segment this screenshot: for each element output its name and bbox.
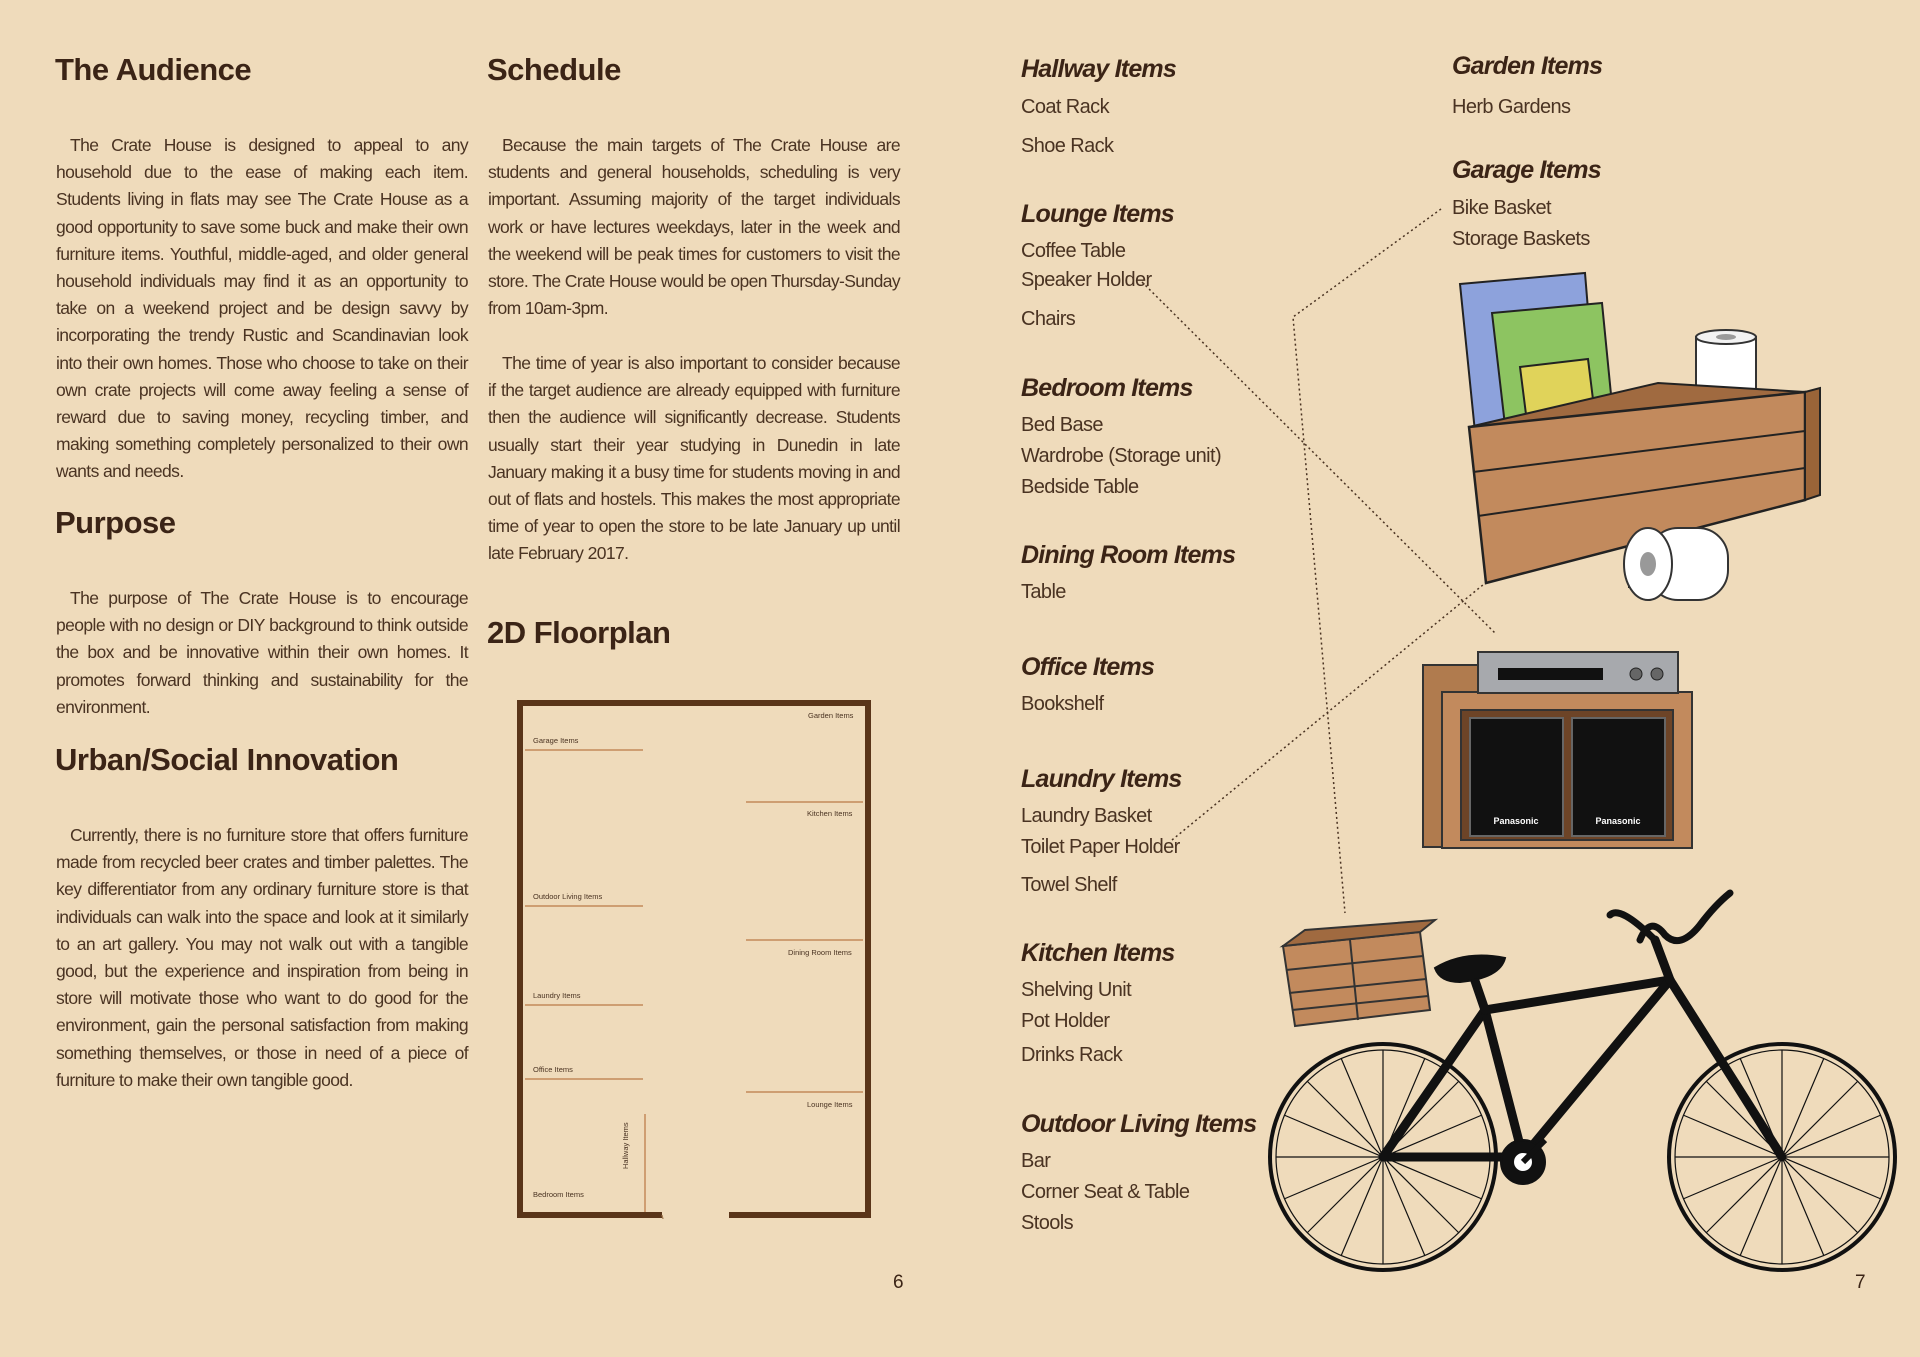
schedule-paragraph-1: Because the main targets of The Crate House are students and general households, scheduling is very important. Assuming majority of the target individuals work or have lectures weekdays, later in the week and the weekend will be peak times for customers to visit the store. The Crate House would be open Thursday-Sunday from 10am-3pm. <box>488 135 900 319</box>
fp-label-garden: Garden Items <box>808 711 854 720</box>
audience-paragraph: The Crate House is designed to appeal to any household due to the ease of making each item. Students living in flats may see The Crate House as a good opportunity to save some buck and make their own furniture items. Youthful, middle-aged, and older general household individuals may find it as an opportunity to take on a weekend project and be design savvy by incorporating the trendy Rustic and Scandinavian look into their own homes. Those who choose to take on their own crate projects will come away feeling a sense of reward due to saving money, recycling timber, and making something completely personalized to their own wants and needs. <box>56 135 468 482</box>
purpose-heading: Purpose <box>55 505 176 540</box>
page-number-left: 6 <box>893 1272 904 1293</box>
innovation-paragraph: Currently, there is no furniture store that offers furniture made from recycled beer crates and timber palettes. The key differentiator from any ordinary furniture store is that individuals can walk into the space and look at it similarly to an art gallery. You may not walk out with a tangible good, but the experience and inspiration from being in store will motivate those who want to do good for the environment, gain the personal satisfaction from making something themselves, or those in need of a piece of furniture to make their own tangible good. <box>56 825 468 1090</box>
floorplan-walls <box>516 699 872 1219</box>
category-title: Bedroom Items <box>1021 374 1193 402</box>
fp-label-lounge: Lounge Items <box>807 1100 853 1109</box>
category-item: Bed Base <box>1021 414 1103 436</box>
category-title: Kitchen Items <box>1021 939 1175 967</box>
category-title: Dining Room Items <box>1021 541 1236 569</box>
category-item: Wardrobe (Storage unit) <box>1021 445 1221 467</box>
category-item: Bike Basket <box>1452 197 1552 219</box>
category-item: Herb Gardens <box>1452 96 1571 118</box>
category-item: Corner Seat & Table <box>1021 1181 1190 1203</box>
fp-label-outdoor: Outdoor Living Items <box>533 892 603 901</box>
category-title: Office Items <box>1021 653 1155 681</box>
category-item: Drinks Rack <box>1021 1044 1123 1066</box>
fp-label-garage: Garage Items <box>533 736 579 745</box>
schedule-paragraph-2: The time of year is also important to consider because if the target audience are already equipped with furniture then the audience will significantly decrease. Students usually start their year studying in Dunedin in late January making it a busy time for students moving in and out of flats and hostels. This makes the most appropriate time of year to open the store to be late January up until late February 2017. <box>488 353 900 564</box>
category-item: Bedside Table <box>1021 476 1139 498</box>
speaker-brand-right: Panasonic <box>1595 816 1641 826</box>
category-item: Shoe Rack <box>1021 135 1114 157</box>
storage-crate-illustration <box>1460 273 1820 600</box>
bike-basket-illustration <box>1283 920 1435 1026</box>
category-item: Laundry Basket <box>1021 805 1152 827</box>
purpose-paragraph: The purpose of The Crate House is to encourage people with no design or DIY background to think outside the box and be innovative within their own homes. It promotes forward thinking and sustainability for the environment. <box>56 588 468 717</box>
category-item: Pot Holder <box>1021 1010 1110 1032</box>
category-item: Chairs <box>1021 308 1076 330</box>
category-title: Lounge Items <box>1021 200 1174 228</box>
category-title: Garden Items <box>1452 52 1603 80</box>
right-page <box>960 0 1920 1357</box>
fp-label-office: Office Items <box>533 1065 573 1074</box>
innovation-heading: Urban/Social Innovation <box>55 742 399 777</box>
category-item: Shelving Unit <box>1021 979 1132 1001</box>
category-item: Speaker Holder <box>1021 269 1152 291</box>
category-item: Towel Shelf <box>1021 874 1117 896</box>
page-number-right: 7 <box>1855 1272 1866 1293</box>
category-item: Storage Baskets <box>1452 228 1590 250</box>
floorplan-heading: 2D Floorplan <box>487 615 671 650</box>
speaker-brand-left: Panasonic <box>1493 816 1539 826</box>
category-item: Coffee Table <box>1021 240 1126 262</box>
category-item: Bar <box>1021 1150 1051 1172</box>
category-title: Garage Items <box>1452 156 1601 184</box>
category-item: Table <box>1021 581 1066 603</box>
schedule-heading: Schedule <box>487 52 621 87</box>
fp-label-dining: Dining Room Items <box>788 948 852 957</box>
fp-label-bedroom: Bedroom Items <box>533 1190 584 1199</box>
speaker-holder-illustration <box>1423 652 1692 848</box>
fp-label-kitchen: Kitchen Items <box>807 809 853 818</box>
category-title: Laundry Items <box>1021 765 1182 793</box>
category-title: Hallway Items <box>1021 55 1176 83</box>
audience-heading: The Audience <box>55 52 252 87</box>
leader-garage <box>1293 209 1441 913</box>
category-item: Toilet Paper Holder <box>1021 836 1180 858</box>
category-item: Coat Rack <box>1021 96 1109 118</box>
category-item: Stools <box>1021 1212 1073 1234</box>
category-title: Outdoor Living Items <box>1021 1110 1257 1138</box>
fp-label-laundry: Laundry Items <box>533 991 581 1000</box>
category-item: Bookshelf <box>1021 693 1104 715</box>
floorplan-diagram <box>516 699 872 1219</box>
fp-label-hallway: Hallway Items <box>621 1122 630 1169</box>
